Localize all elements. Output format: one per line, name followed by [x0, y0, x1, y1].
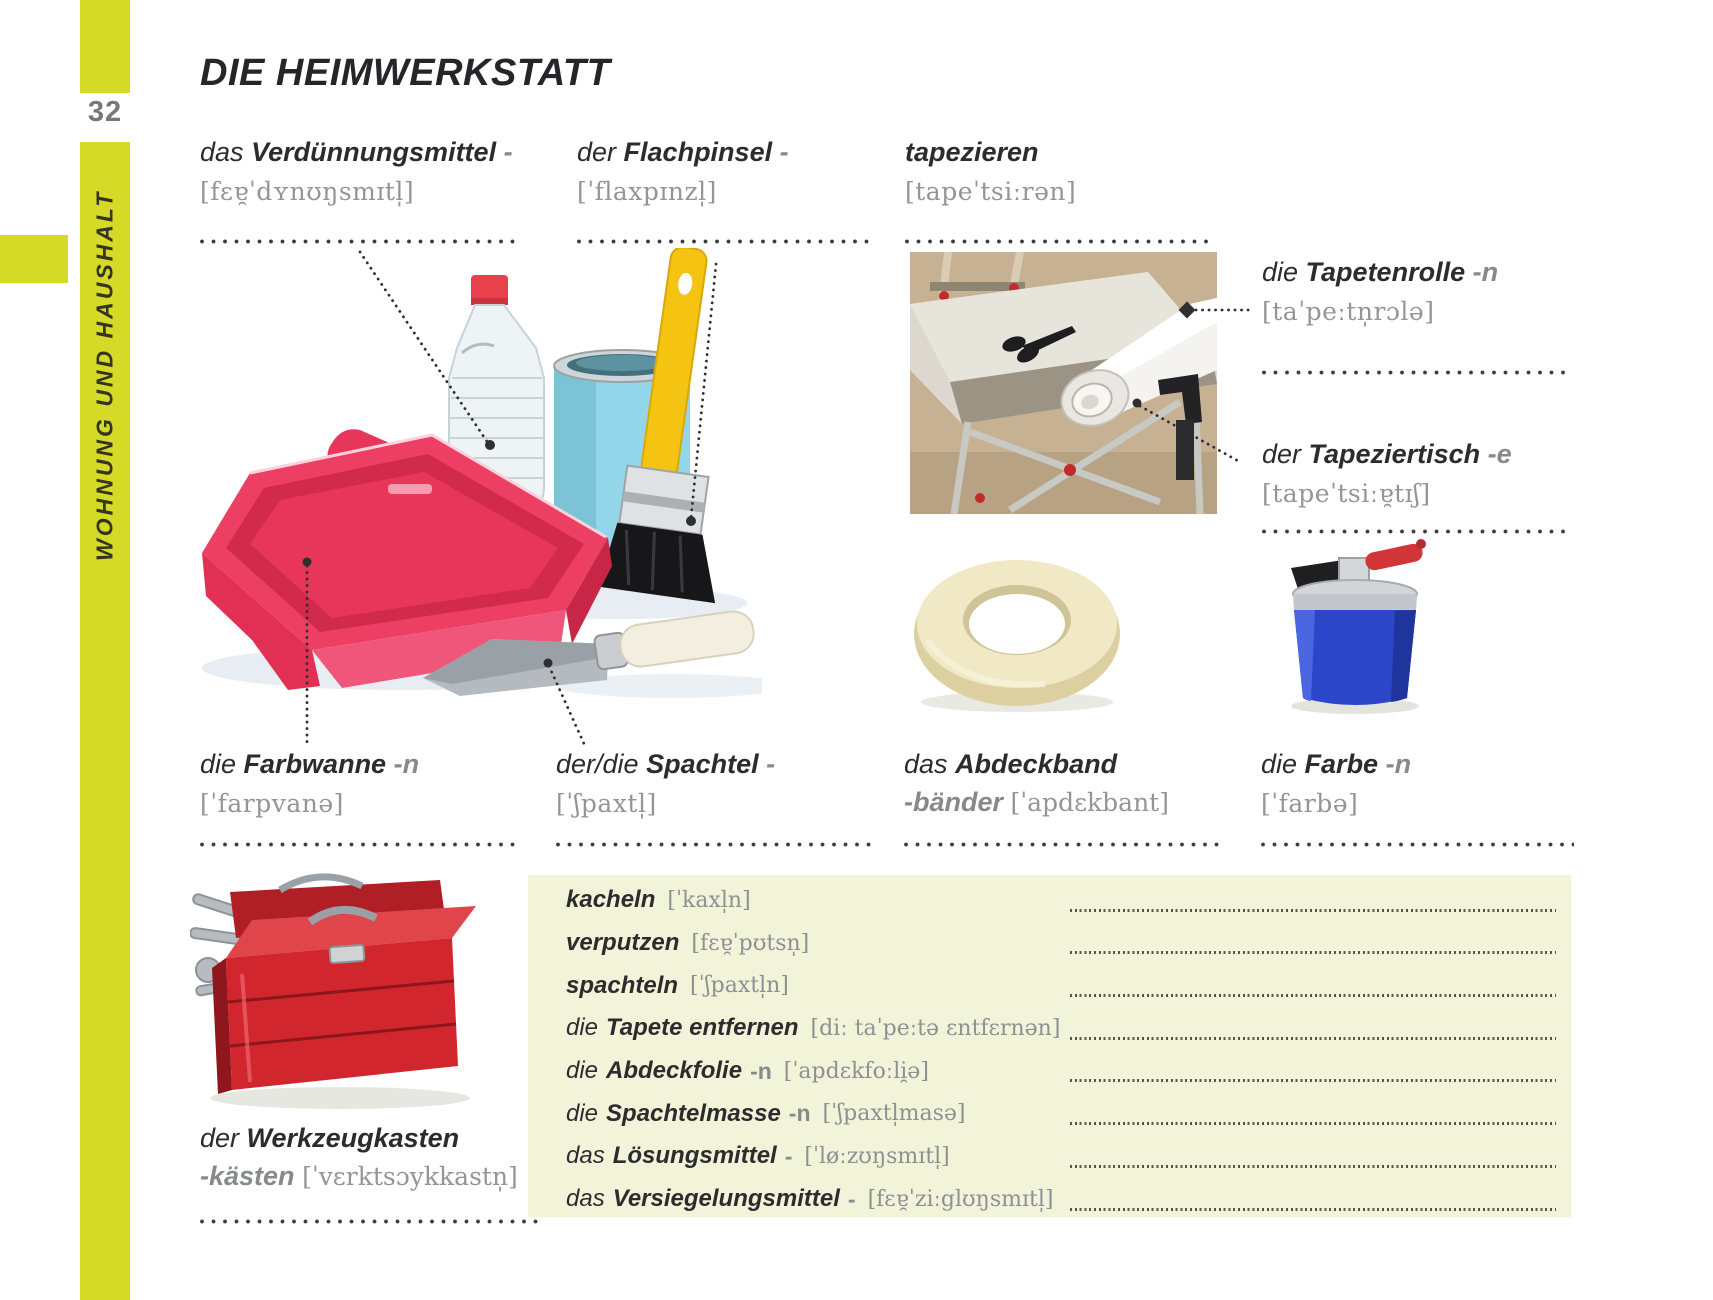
- entry-ipa: [tapeˈtsiːɐ̯tɪʃ]: [1262, 478, 1431, 508]
- entry-term: Verdünnungsmittel: [251, 137, 497, 167]
- entry-ipa: [ˈfarbə]: [1261, 788, 1359, 818]
- entry-article: der: [1262, 439, 1302, 469]
- row-term: Lösungsmittel: [612, 1142, 777, 1170]
- row-plural-suffix: -n: [750, 1057, 772, 1084]
- entry-term: Tapetenrolle: [1305, 257, 1466, 287]
- row-term: Tapete entfernen: [606, 1014, 799, 1042]
- entry-ipa: [ˈvɛrktsɔykkastn̩]: [302, 1161, 518, 1191]
- entry-article: die: [1262, 257, 1299, 287]
- dotted-separator: [200, 1219, 540, 1224]
- dotted-separator: [905, 239, 1210, 244]
- entry-ipa: [ˈflaxpɪnzl̩]: [577, 176, 717, 206]
- row-article: die: [566, 1057, 599, 1085]
- list-row-loesungsmittel: [528, 1135, 1571, 1178]
- row-term: kacheln: [566, 886, 656, 914]
- list-row-kacheln: [528, 879, 1571, 922]
- entry-ipa: [ˈfarpvanə]: [200, 788, 344, 818]
- entry-article: der: [577, 137, 617, 167]
- entry-term: Tapeziertisch: [1308, 439, 1481, 469]
- answer-line: [1070, 909, 1556, 912]
- photo-paint-set: [192, 248, 762, 700]
- row-ipa: [fɛɐ̯ˈpʊtsn̩]: [691, 930, 810, 956]
- entry-term: Farbe: [1304, 749, 1379, 779]
- row-ipa: [fɛɐ̯ˈziːglʊŋsmɪtl̩]: [867, 1186, 1054, 1212]
- answer-line: [1070, 951, 1556, 954]
- row-ipa: [ˈløːzʊŋsmɪtl̩]: [804, 1143, 950, 1169]
- row-term: verputzen: [566, 929, 680, 957]
- masking-tape-illustration: [905, 550, 1130, 715]
- paint-set-illustration: [192, 248, 762, 700]
- entry-plural-suffix: -: [766, 749, 776, 779]
- entry-article: das: [904, 749, 948, 779]
- list-row-abdeckfolie: [528, 1050, 1571, 1093]
- list-row-spachtelmasse: [528, 1092, 1571, 1135]
- dotted-separator: [904, 842, 1219, 847]
- entry-term: Spachtel: [646, 749, 759, 779]
- photo-paint-bucket: [1285, 538, 1435, 716]
- row-term: spachteln: [566, 971, 679, 999]
- entry-plural-suffix: -n: [1385, 749, 1412, 779]
- row-ipa: [ˈapdɛkfoːli̯ə]: [783, 1058, 929, 1084]
- paint-bucket-illustration: [1285, 538, 1435, 716]
- page-title: DIE HEIMWERKSTATT: [200, 52, 611, 94]
- entry-tapezieren: [905, 136, 1210, 244]
- entry-tapeziertisch: [1262, 438, 1572, 534]
- dotted-separator: [1262, 370, 1572, 375]
- entry-farbe: [1261, 748, 1574, 847]
- entry-plural-suffix: -n: [393, 749, 420, 779]
- list-row-versiegelungsmittel: [528, 1178, 1571, 1221]
- entry-ipa: [ˈapdɛkbant]: [1010, 787, 1169, 817]
- list-row-verputzen: [528, 922, 1571, 965]
- sidebar-section-label: WOHNUNG UND HAUSHALT: [91, 189, 118, 561]
- entry-werkzeugkasten: [200, 1122, 540, 1224]
- row-article: die: [566, 1014, 599, 1042]
- entry-ipa: [tapeˈtsiːrən]: [905, 176, 1077, 206]
- row-ipa: [ˈkaxl̩n]: [667, 887, 751, 913]
- entry-term: Farbwanne: [243, 749, 387, 779]
- list-row-tapete-entfernen: [528, 1007, 1571, 1050]
- page-number: 32: [87, 96, 123, 128]
- entry-term: Werkzeugkasten: [246, 1123, 460, 1153]
- entry-spachtel: [556, 748, 871, 847]
- entry-term: tapezieren: [905, 137, 1039, 167]
- vocabulary-list-box: [528, 875, 1571, 1217]
- dotted-separator: [200, 842, 515, 847]
- answer-line: [1070, 1079, 1556, 1082]
- row-term: Abdeckfolie: [606, 1057, 743, 1085]
- entry-plural-suffix: -kästen: [200, 1160, 295, 1191]
- entry-abdeckband: [904, 748, 1219, 847]
- row-article: die: [566, 1099, 599, 1127]
- row-plural-suffix: -: [847, 1185, 856, 1212]
- sidebar-accent-block: [0, 235, 68, 283]
- bucket-body: [1293, 580, 1417, 705]
- photo-masking-tape: [905, 550, 1130, 715]
- row-plural-suffix: -: [784, 1142, 793, 1169]
- dotted-separator: [200, 239, 515, 244]
- row-article: das: [566, 1185, 605, 1213]
- entry-term: Abdeckband: [955, 749, 1118, 779]
- entry-plural-suffix: -bänder: [904, 786, 1004, 817]
- entry-article: der/die: [556, 749, 639, 779]
- entry-tapetenrolle: [1262, 256, 1572, 375]
- entry-ipa: [ˈʃpaxtl̩]: [556, 788, 657, 818]
- row-article: das: [566, 1142, 605, 1170]
- row-term: Versiegelungsmittel: [612, 1185, 840, 1213]
- row-ipa: [diː taˈpeːtə ɛntfɛrnən]: [810, 1015, 1061, 1041]
- entry-ipa: [fɛɐ̯ˈdʏnʊŋsmɪtl̩]: [200, 176, 415, 206]
- row-term: Spachtelmasse: [606, 1099, 781, 1127]
- entry-article: die: [200, 749, 237, 779]
- row-plural-suffix: -n: [788, 1100, 811, 1127]
- toolbox-illustration: [190, 862, 480, 1112]
- entry-article: die: [1261, 749, 1298, 779]
- dotted-separator: [1262, 529, 1572, 534]
- row-ipa: [ˈʃpaxtl̩masə]: [822, 1101, 966, 1127]
- answer-line: [1070, 1165, 1556, 1168]
- answer-line: [1070, 994, 1556, 997]
- dotted-separator: [577, 239, 875, 244]
- entry-flachpinsel: [577, 136, 875, 244]
- entry-article: der: [200, 1123, 240, 1153]
- answer-line: [1070, 1122, 1556, 1125]
- entry-article: das: [200, 137, 244, 167]
- entry-plural-suffix: -: [779, 137, 789, 167]
- photo-toolbox: [190, 862, 480, 1112]
- entry-ipa: [taˈpeːtn̩rɔlə]: [1262, 296, 1435, 326]
- entry-verduennungsmittel: [200, 136, 515, 244]
- wallpaper-table-illustration: [910, 252, 1217, 514]
- photo-wallpaper-table: [910, 252, 1217, 514]
- entry-plural-suffix: -e: [1487, 439, 1512, 469]
- dotted-separator: [556, 842, 871, 847]
- row-ipa: [ˈʃpaxtl̩n]: [690, 973, 789, 999]
- entry-plural-suffix: -: [503, 137, 513, 167]
- entry-plural-suffix: -n: [1472, 257, 1499, 287]
- dotted-separator: [1261, 842, 1574, 847]
- answer-line: [1070, 1208, 1556, 1211]
- list-row-spachteln: [528, 964, 1571, 1007]
- entry-farbwanne: [200, 748, 515, 847]
- entry-term: Flachpinsel: [623, 137, 773, 167]
- answer-line: [1070, 1037, 1556, 1040]
- sidebar-strip-top: [80, 0, 130, 93]
